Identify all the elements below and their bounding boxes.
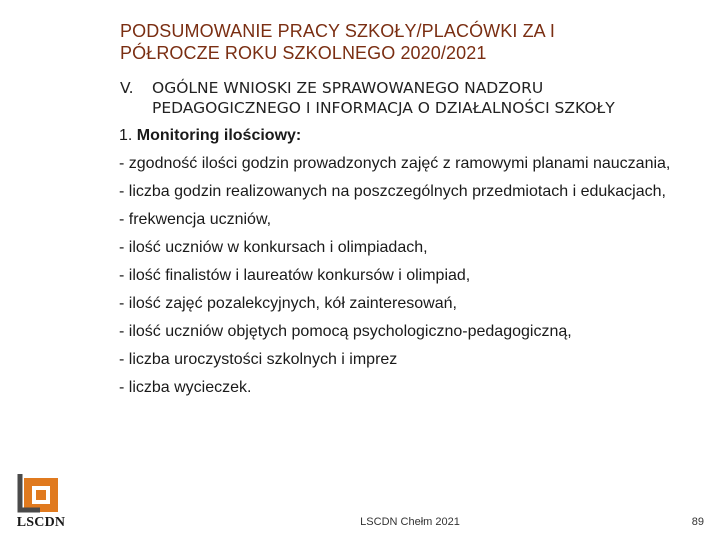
footer-caption: LSCDN Chełm 2021 (360, 516, 460, 528)
subheading (119, 126, 679, 146)
list-item: - ilość zajęć pozalekcyjnych, kół zainteresowań, (119, 295, 457, 312)
slide-title-line-1: PODSUMOWANIE PRACY SZKOŁY/PLACÓWKI ZA I (120, 21, 555, 41)
list-item: - liczba wycieczek. (119, 379, 252, 396)
list-item: - zgodność ilości godzin prowadzonych zajęć z ramowymi planami nauczania, (119, 155, 671, 172)
logo-text: LSCDN (16, 515, 66, 530)
subheading-number: 1. (119, 127, 133, 144)
subheading-text: Monitoring ilościowy: (136, 127, 302, 144)
section-heading (120, 78, 710, 118)
list-item: - ilość uczniów objętych pomocą psychologiczno-pedagogiczną, (119, 323, 572, 340)
list-item: - liczba uroczystości szkolnych i imprez (119, 351, 398, 368)
section-heading-line-2: PEDAGOGICZNEGO I INFORMACJA O DZIAŁALNOŚCI SZKOŁY (152, 99, 615, 117)
list-item: - ilość finalistów i laureatów konkursów i olimpiad, (119, 267, 471, 284)
list-item: - ilość uczniów w konkursach i olimpiadach, (119, 239, 428, 256)
section-number: V. (120, 79, 134, 97)
slide-title (120, 20, 680, 64)
slide-title-line-2: PÓŁROCZE ROKU SZKOLNEGO 2020/2021 (120, 43, 487, 63)
list-item: - liczba godzin realizowanych na poszczególnych przedmiotach i edukacjach, (119, 183, 666, 200)
slide-content (119, 126, 679, 406)
section-heading-line-1: OGÓLNE WNIOSKI ZE SPRAWOWANEGO NADZORU (152, 79, 544, 97)
page-number: 89 (691, 516, 704, 528)
list-item: - frekwencja uczniów, (119, 211, 272, 228)
